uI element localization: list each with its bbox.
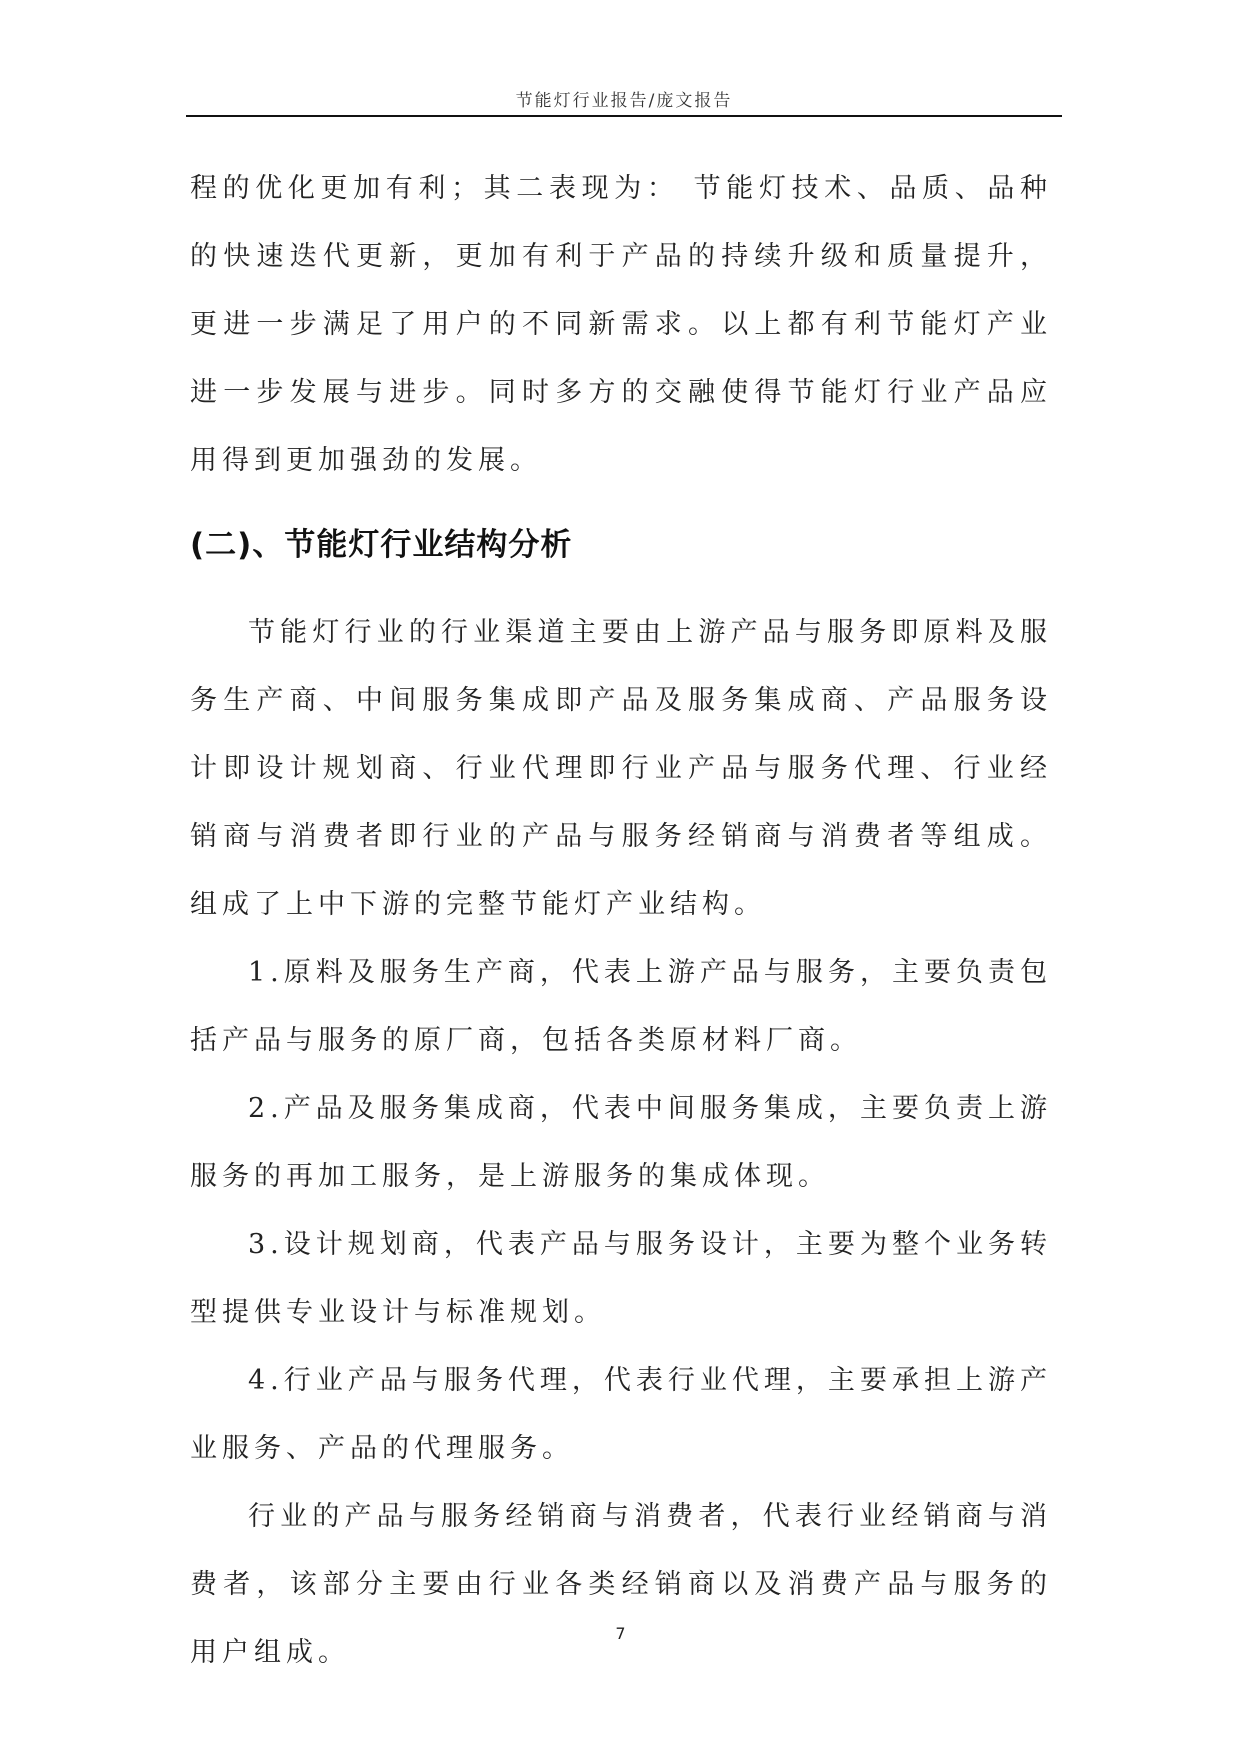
paragraph-structure-overview: 节能灯行业的行业渠道主要由上游产品与服务即原料及服务生产商、中间服务集成即产品及服务集成商、产品服务设计即设计规划商、行业代理即行业产品与服务代理、行业经销商与消费者即行业的产品与服务经销商与消费者等组成。组成了上中下游的完整节能灯产业结构。 — [190, 617, 1052, 920]
header-divider — [186, 115, 1062, 117]
document-body — [190, 155, 1052, 1687]
page-number: 7 — [615, 1624, 626, 1643]
page-header: 节能灯行业报告/庞文报告 — [515, 91, 733, 111]
intro-paragraph: 程的优化更加有利；其二表现为： 节能灯技术、品质、品种的快速迭代更新，更加有利于产品的持续升级和质量提升，更进一步满足了用户的不同新需求。以上都有利节能灯产业进一步发展与进步。同时多方的交融使得节能灯行业产品应用得到更加强劲的发展。 — [190, 173, 1052, 476]
section-title: (二)、节能灯行业结构分析 — [190, 527, 573, 563]
paragraph-item-3: 3.设计规划商，代表产品与服务设计，主要为整个业务转型提供专业设计与标准规划。 — [190, 1229, 1052, 1328]
paragraph-distributors: 行业的产品与服务经销商与消费者，代表行业经销商与消费者，该部分主要由行业各类经销商以及消费产品与服务的用户组成。 — [190, 1501, 1052, 1668]
paragraph-item-1: 1.原料及服务生产商，代表上游产品与服务，主要负责包括产品与服务的原厂商，包括各类原材料厂商。 — [190, 957, 1052, 1056]
paragraph-item-4: 4.行业产品与服务代理，代表行业代理，主要承担上游产业服务、产品的代理服务。 — [190, 1365, 1052, 1464]
paragraph-item-2: 2.产品及服务集成商，代表中间服务集成，主要负责上游服务的再加工服务，是上游服务的集成体现。 — [190, 1093, 1052, 1192]
